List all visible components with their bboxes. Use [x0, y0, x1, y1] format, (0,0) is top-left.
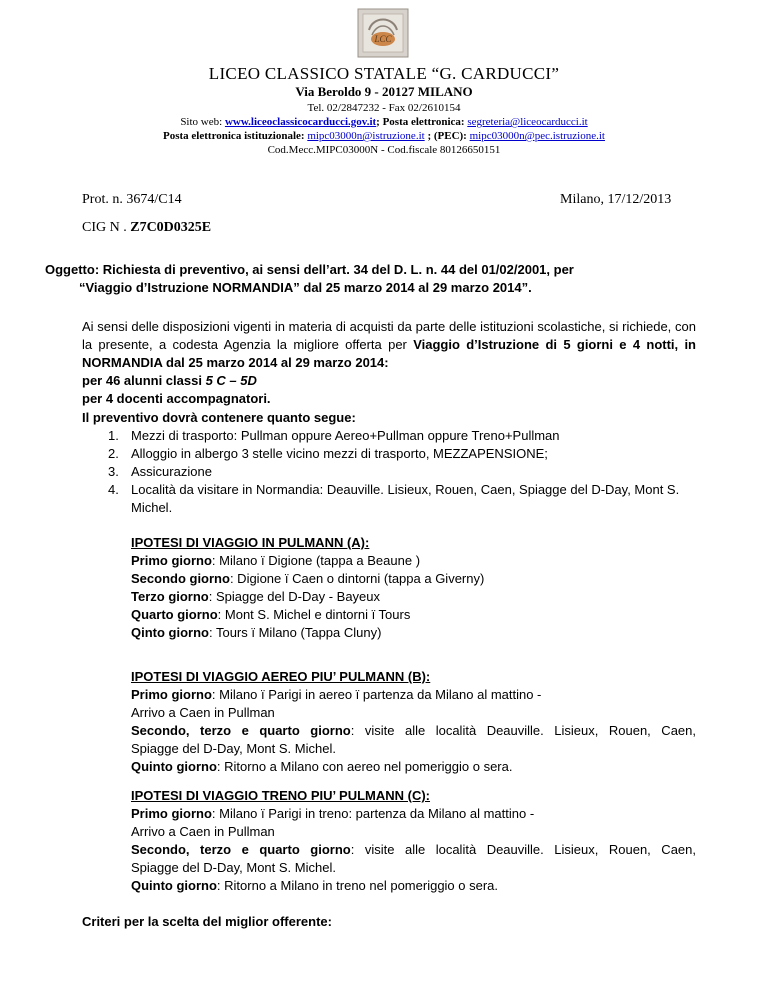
day-text: : Ritorno a Milano in treno nel pomeriggio o sera. — [216, 878, 499, 893]
option-b-mid-days — [131, 722, 696, 740]
option-b-section — [131, 668, 696, 776]
day-text: : Spiagge del D-Day - Bayeux — [208, 589, 381, 604]
list-item-text: Assicurazione — [131, 464, 212, 479]
website-email-line — [0, 115, 768, 129]
list-item — [108, 463, 698, 481]
day-label: Secondo, terzo e quarto giorno — [131, 723, 351, 738]
list-item — [108, 481, 698, 517]
day-label: Quinto giorno — [131, 759, 217, 774]
intro-trip-details: Viaggio d’Istruzione di 5 giorni e 4 notti, in NORMANDIA dal 25 marzo 2014 al 29 marzo 2014: — [82, 337, 697, 370]
day-text: : Milano ï Parigi in aereo ï partenza da Milano al mattino - — [211, 687, 542, 702]
intro-students — [82, 373, 257, 388]
option-a-day — [131, 624, 696, 642]
school-logo — [357, 8, 409, 58]
option-c-mid-days-cont: Spiagge del D-Day, Mont S. Michel. — [131, 860, 336, 875]
day-text: : Digione ï Caen o dintorni (tappa a Giverny) — [229, 571, 485, 586]
option-a-day — [131, 588, 696, 606]
option-c-section — [131, 787, 696, 895]
list-item-number: 3. — [108, 464, 119, 479]
option-a-day — [131, 606, 696, 624]
students-classes: 5 C – 5D — [205, 373, 257, 388]
day-text: : Milano ï Parigi in treno: partenza da Milano al mattino - — [211, 806, 535, 821]
day-text: : visite alle località Deauville. Lisieux, Rouen, Caen, — [350, 723, 696, 738]
pec-label: ; (PEC): — [424, 130, 470, 142]
day-label: Primo giorno — [131, 806, 212, 821]
day-text: : Tours ï Milano (Tappa Cluny) — [208, 625, 382, 640]
school-name: LICEO CLASSICO STATALE “G. CARDUCCI” — [208, 64, 560, 83]
option-b-day5 — [131, 758, 696, 776]
inst-email-link[interactable]: mipc03000n@istruzione.it — [307, 130, 425, 142]
intro-teachers: per 4 docenti accompagnatori. — [82, 391, 271, 406]
option-b-heading: IPOTESI DI VIAGGIO AEREO PIU’ PULMANN (B): — [131, 669, 431, 684]
list-item-text: Località da visitare in Normandia: Deauville. Lisieux, Rouen, Caen, Spiagge del D-Day, Mont S. Michel. — [131, 482, 680, 515]
option-c-mid-days — [131, 841, 696, 859]
list-item — [108, 445, 698, 463]
option-a-day — [131, 570, 696, 588]
day-text: : Ritorno a Milano con aereo nel pomeriggio o sera. — [216, 759, 513, 774]
day-label: Secondo giorno — [131, 571, 230, 586]
list-item-text: Alloggio in albergo 3 stelle vicino mezzi di trasporto, MEZZAPENSIONE; — [131, 446, 548, 461]
list-item-number: 2. — [108, 446, 119, 461]
option-b-day1-cont: Arrivo a Caen in Pullman — [131, 705, 275, 720]
day-label: Secondo, terzo e quarto giorno — [131, 842, 351, 857]
option-a-section — [131, 534, 696, 642]
list-item-text: Mezzi di trasporto: Pullman oppure Aereo+Pullman oppure Treno+Pullman — [131, 428, 560, 443]
option-b-mid-days-cont: Spiagge del D-Day, Mont S. Michel. — [131, 741, 336, 756]
option-c-day5 — [131, 877, 696, 895]
school-address: Via Beroldo 9 - 20127 MILANO — [295, 84, 473, 99]
website-label: Sito web: — [180, 116, 225, 128]
school-codes: Cod.Mecc.MIPC03000N - Cod.fiscale 80126650151 — [267, 144, 501, 156]
option-c-heading: IPOTESI DI VIAGGIO TRENO PIU’ PULMANN (C): — [131, 788, 431, 803]
day-text: : Milano ï Digione (tappa a Beaune ) — [211, 553, 421, 568]
pec-email-link[interactable]: mipc03000n@pec.istruzione.it — [469, 130, 605, 142]
students-prefix: per 46 alunni classi — [82, 373, 206, 388]
subject-line-1: Oggetto: Richiesta di preventivo, ai sensi dell’art. 34 del D. L. n. 44 del 01/02/2001, per — [45, 262, 574, 277]
school-logo-icon — [357, 8, 409, 58]
place-date: Milano, 17/12/2013 — [560, 192, 672, 207]
protocol-number: Prot. n. 3674/C14 — [82, 192, 182, 207]
option-b-day1 — [131, 686, 696, 704]
day-label: Primo giorno — [131, 687, 212, 702]
day-text: : visite alle località Deauville. Lisieux, Rouen, Caen, — [350, 842, 696, 857]
option-a-day — [131, 552, 696, 570]
requirements-heading: Il preventivo dovrà contenere quanto segue: — [82, 410, 356, 425]
institutional-email-line — [0, 129, 768, 143]
list-item-number: 4. — [108, 482, 119, 497]
criteria-heading: Criteri per la scelta del miglior offerente: — [82, 914, 332, 929]
website-link[interactable]: www.liceoclassicocarducci.gov.it — [224, 116, 377, 128]
intro-text: Ai sensi delle disposizioni vigenti in materia di acquisti da parte delle istituzioni scolastiche, si richiede, con la presente, a codesta Agenzia la migliore offerta per — [82, 319, 696, 352]
phone-fax: Tel. 02/2847232 - Fax 02/2610154 — [307, 102, 461, 114]
svg-text:LCC: LCC — [374, 34, 392, 44]
day-text: : Mont S. Michel e dintorni ï Tours — [217, 607, 411, 622]
email-link[interactable]: segreteria@liceocarducci.it — [467, 116, 588, 128]
day-label: Quarto giorno — [131, 607, 218, 622]
cig-line — [82, 220, 211, 236]
subject-line-2: “Viaggio d’Istruzione NORMANDIA” dal 25 marzo 2014 al 29 marzo 2014”. — [79, 280, 532, 295]
day-label: Terzo giorno — [131, 589, 209, 604]
inst-email-label: Posta elettronica istituzionale: — [163, 130, 308, 142]
day-label: Qinto giorno — [131, 625, 209, 640]
day-label: Quinto giorno — [131, 878, 217, 893]
email-label: ; Posta elettronica: — [376, 116, 468, 128]
option-a-heading: IPOTESI DI VIAGGIO IN PULMANN (A): — [131, 535, 370, 550]
list-item — [108, 427, 698, 445]
cig-value: Z7C0D0325E — [130, 220, 212, 235]
day-label: Primo giorno — [131, 553, 212, 568]
cig-label: CIG N . — [82, 220, 131, 235]
intro-paragraph — [82, 318, 696, 408]
option-c-day1-cont: Arrivo a Caen in Pullman — [131, 824, 275, 839]
option-c-day1 — [131, 805, 696, 823]
list-item-number: 1. — [108, 428, 119, 443]
requirements-list — [108, 427, 698, 517]
